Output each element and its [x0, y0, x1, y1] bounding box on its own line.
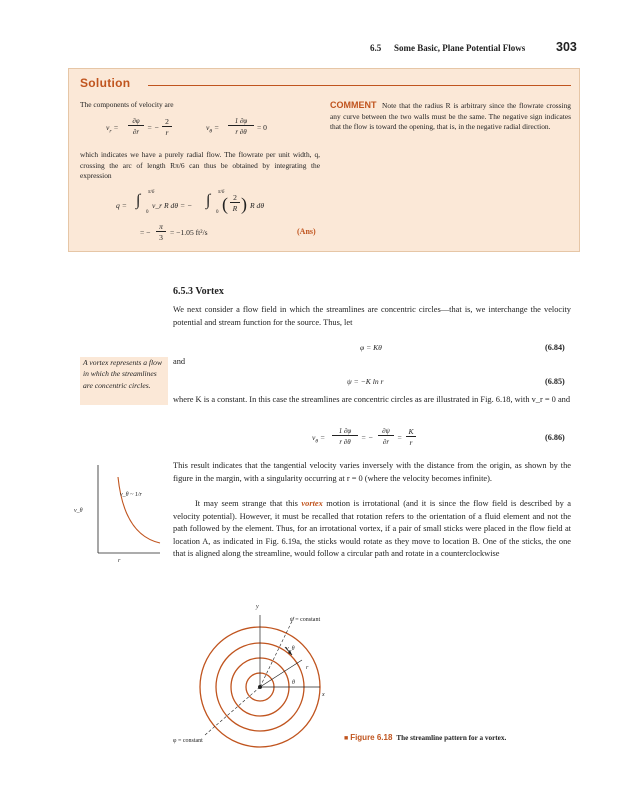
- eq-6-86-lhs: $v_\theta$ =: [312, 433, 326, 445]
- eq-vr-rhs-num: 2: [162, 117, 172, 127]
- eq-q-lower-2: 0: [216, 210, 219, 215]
- eq-6-84: φ = Kθ: [360, 343, 382, 352]
- eq-6-86-f2d: ∂r: [382, 438, 390, 446]
- vortex-para2: where K is a constant. In this case the streamlines are concentric circles as are illustrated in Fig. 6.18, with v_r = 0 and: [173, 395, 571, 404]
- label-r: r: [306, 665, 309, 671]
- margin-plot-x-label: r: [118, 558, 121, 564]
- vortex-center: [258, 685, 262, 689]
- eq-vt-lhs: $v_\theta$ =: [206, 123, 220, 135]
- figure-radius-line: [260, 660, 302, 687]
- eq-q2-den: 3: [159, 233, 163, 242]
- margin-plot-y-label: v_θ: [74, 508, 83, 514]
- eq-6-85: ψ = −K ln r: [347, 377, 384, 386]
- eq-q2-num: π: [156, 222, 166, 232]
- comment-heading: COMMENT: [330, 100, 377, 110]
- eq-vr-num: ∂φ: [128, 117, 144, 126]
- figure-y-label: y: [256, 604, 259, 610]
- eq-q-lhs: q =: [116, 201, 127, 210]
- margin-plot-curve: [118, 477, 160, 543]
- eq-q2-pre: = −: [140, 228, 151, 237]
- vortex-para1: We next consider a flow field in which the streamlines are concentric circles—that is, we interchange the velocity potential and stream function for the source. Thus, let: [173, 305, 571, 327]
- eq-q-frac-den: R: [232, 204, 238, 213]
- figure-caption: [344, 733, 544, 742]
- paren-left: (: [222, 194, 228, 214]
- integral-sign-2: ∫: [206, 192, 211, 209]
- eq-q-upper: π/6: [148, 190, 155, 195]
- eq-q-upper-2: π/6: [218, 190, 225, 195]
- vortex-figure: [170, 605, 350, 755]
- eq-6-86-eq3: =: [397, 433, 403, 442]
- label-phi-constant: φ = constant: [173, 738, 203, 744]
- vortex-para3: This result indicates that the tangential velocity varies inversely with the distance from the origin, as shown by the figure in the margin, with a singularity occurring at r = 0 (where the velocity becomes infinite).: [173, 461, 571, 483]
- eq-q-lower: 0: [146, 210, 149, 215]
- solution-para1: which indicates we have a purely radial flow. The flowrate per unit width, q, crossing the arc of length Rπ/6 can thus be obtained by integrating the expression: [80, 150, 320, 181]
- label-psi-constant: ψ = constant: [290, 617, 321, 623]
- eq-q2-rhs: = −1.05 ft²/s: [170, 228, 208, 237]
- figure-caption-text: The streamline pattern for a vortex.: [396, 734, 507, 742]
- eq-6-86-f1n: 1 ∂φ: [332, 427, 358, 436]
- section-title: Some Basic, Plane Potential Flows: [394, 43, 526, 53]
- eq-6-84-number: (6.84): [545, 343, 565, 352]
- integral-sign-1: ∫: [136, 192, 141, 209]
- eq-vr-den: ∂r: [132, 128, 140, 136]
- solution-rule: [148, 85, 571, 86]
- margin-note: A vortex represents a flow in which the streamlines are concentric circles.: [83, 358, 163, 390]
- margin-plot: [60, 455, 170, 575]
- comment-block: [330, 100, 571, 133]
- eq-6-86-eq2: = −: [361, 433, 374, 442]
- eq-q-rhs: R dθ: [250, 201, 265, 210]
- vortex-heading: 6.5.3 Vortex: [173, 286, 224, 297]
- eq-6-85-number: (6.85): [545, 377, 565, 386]
- paren-right: ): [241, 194, 247, 214]
- eq-vt-rhs: = 0: [257, 123, 267, 132]
- label-theta: θ: [292, 680, 295, 686]
- comment-text: Note that the radius R is arbitrary since the flowrate crossing any curve between the two walls must be the same. The negative sign indicates that the flow is toward the opening, that is, in the negative radial direction.: [330, 101, 571, 132]
- eq-vr-lhs: $v_r$ =: [106, 123, 119, 135]
- page-number: 303: [556, 40, 577, 54]
- solution-intro: The components of velocity are: [80, 100, 174, 109]
- vortex-keyword: vortex: [301, 499, 323, 508]
- section-number: 6.5: [370, 43, 382, 53]
- eq-6-86-number: (6.86): [545, 433, 565, 442]
- vortex-para4: It may seem strange that this vortex motion is irrotational (and it is since the flow field is described by a velocity potential). However, it must be recalled that rotation refers to the orientation of a fluid element and not the path followed by the element. Thus, for an irrotational vortex, if a pair of small sticks were placed in the flow field at location A, as indicated in Fig. 6.19a, the sticks would rotate as they move to location B. One of the sticks, the one that is aligned along the streamline, would follow a circular path and rotate in a counterclockwise: [173, 499, 571, 559]
- eq-q-mid: v_r R dθ = −: [152, 201, 193, 210]
- eq-vt-num: 1 ∂φ: [228, 117, 254, 126]
- eq-vt-den: r ∂θ: [235, 128, 247, 136]
- caption-bullet: ■: [344, 735, 349, 742]
- eq-q-frac-num: 2: [230, 193, 240, 203]
- eq-vr-rhs-den: r: [165, 128, 169, 137]
- eq-6-86-f3n: K: [406, 427, 416, 437]
- eq-vr-eq: = −: [147, 123, 160, 132]
- margin-plot-curve-label: v_θ ~ 1/r: [120, 492, 142, 498]
- solution-title: Solution: [80, 76, 131, 90]
- answer-tag: (Ans): [297, 227, 316, 236]
- eq-6-86-f1d: r ∂θ: [339, 438, 351, 446]
- figure-x-label: x: [322, 692, 325, 698]
- eq-6-86-f2n: ∂ψ: [378, 427, 394, 436]
- eq-6-86-f3d: r: [409, 438, 413, 447]
- label-vtheta: v_θ: [286, 646, 295, 652]
- text-and: and: [173, 357, 186, 366]
- figure-label: Figure 6.18: [350, 733, 393, 742]
